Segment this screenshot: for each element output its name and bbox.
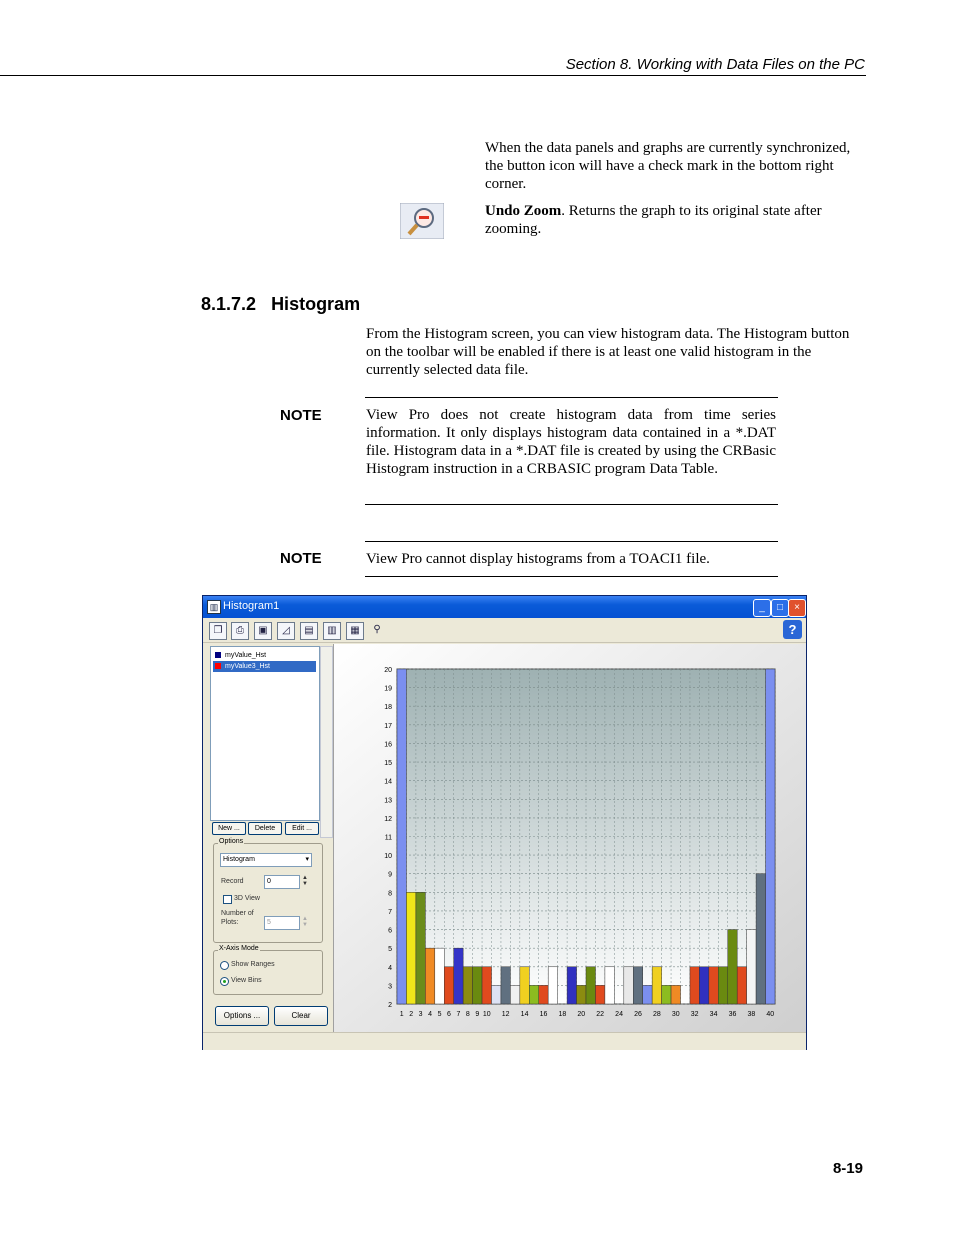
x-tick-label: 16 — [539, 1011, 548, 1018]
mode-select[interactable]: Histogram ▾ — [220, 853, 312, 867]
window-title: Histogram1 — [223, 600, 280, 612]
histogram-bar — [510, 985, 519, 1004]
plot-area — [333, 644, 806, 1032]
histogram-bar — [454, 948, 463, 1004]
intro-paragraph: When the data panels and graphs are currently synchronized, the button icon will have a check mark in the bottom right corner. — [485, 140, 851, 192]
undo-zoom-icon[interactable]: ⚲ — [373, 624, 381, 635]
num-plots-label: Number of — [221, 910, 254, 917]
table-icon[interactable]: ▤ — [300, 622, 318, 640]
clear-button[interactable]: Clear — [274, 1006, 328, 1026]
y-tick-label: 14 — [384, 778, 392, 786]
histogram-bar — [529, 985, 538, 1004]
x-tick-label: 18 — [558, 1011, 567, 1018]
x-tick-label: 3 — [418, 1011, 423, 1018]
x-tick-label: 34 — [709, 1011, 718, 1018]
histogram-window — [202, 595, 807, 1050]
x-tick-label: 1 — [399, 1011, 404, 1018]
histogram-bar — [548, 967, 557, 1004]
list-item[interactable]: myValue_Hst — [213, 650, 316, 661]
y-tick-label: 3 — [388, 983, 392, 991]
histogram-bar — [463, 967, 472, 1004]
y-tick-label: 2 — [388, 1002, 392, 1009]
y-tick-label: 6 — [388, 927, 392, 935]
histogram-bar — [633, 967, 642, 1004]
note-rule-bottom — [365, 504, 778, 505]
histogram-icon[interactable]: ▥ — [323, 622, 341, 640]
list-item[interactable]: myValue3_Hst — [213, 661, 316, 672]
record-stepper[interactable]: ▲ ▼ — [302, 875, 308, 887]
save-icon[interactable]: ▣ — [254, 622, 272, 640]
undo-zoom-description: . Returns the graph to its original state after zooming. — [485, 203, 822, 237]
print-icon[interactable]: ⎙ — [231, 622, 249, 640]
x-tick-label: 4 — [428, 1011, 433, 1018]
zoom-out-magnifier-icon — [400, 203, 444, 239]
y-tick-label: 4 — [388, 964, 392, 972]
histogram-bar — [671, 985, 680, 1004]
show-ranges-radio[interactable] — [220, 961, 229, 970]
chevron-down-icon: ▾ — [305, 856, 309, 863]
histogram-bar — [718, 967, 727, 1004]
page-number: 8-19 — [832, 1160, 863, 1177]
num-plots-stepper[interactable]: ▲ ▼ — [302, 916, 308, 928]
histogram-bar — [766, 669, 775, 1004]
record-label: Record — [221, 878, 244, 885]
options-group-label: Options — [219, 838, 244, 845]
note-text: View Pro does not create histogram data from time series information. It only displays histogram data contained in a *.DAT file. Histogram data in a *.DAT file is created by using the CRBasic Histogram instruction in a CRBASIC program Data Table. — [366, 407, 776, 477]
num-plots-input[interactable]: 5 — [264, 916, 300, 930]
x-tick-label: 7 — [456, 1011, 461, 1018]
histogram-bar — [756, 874, 765, 1004]
x-tick-label: 36 — [728, 1011, 737, 1018]
x-tick-label: 26 — [634, 1011, 642, 1018]
x-tick-label: 6 — [447, 1011, 451, 1018]
note-rule-top — [365, 541, 778, 542]
show-ranges-label: Show Ranges — [231, 961, 275, 968]
options-button[interactable]: Options ... — [215, 1006, 269, 1026]
y-tick-label: 10 — [384, 853, 392, 861]
series-color-swatch — [215, 663, 221, 669]
close-icon[interactable]: × — [788, 599, 806, 617]
histogram-bar — [501, 967, 510, 1004]
histogram-bar — [425, 948, 434, 1004]
y-tick-label: 16 — [384, 741, 392, 749]
histogram-bar — [397, 669, 406, 1004]
header-rule — [0, 75, 866, 76]
minimize-icon[interactable]: _ — [753, 599, 771, 617]
histogram-bar — [662, 985, 671, 1004]
undo-zoom-paragraph — [485, 202, 870, 238]
histogram-bar — [520, 967, 529, 1004]
x-tick-label: 9 — [475, 1011, 480, 1018]
fft-icon[interactable]: ▦ — [346, 622, 364, 640]
note-label: NOTE — [280, 407, 322, 424]
x-tick-label: 22 — [596, 1011, 605, 1018]
running-header: Section 8. Working with Data Files on the PC — [565, 56, 865, 73]
histogram-bar — [473, 967, 482, 1004]
x-tick-label: 10 — [482, 1011, 491, 1018]
x-tick-label: 5 — [437, 1011, 442, 1018]
y-tick-label: 19 — [384, 685, 392, 693]
section-heading — [201, 294, 360, 315]
histogram-bar — [416, 892, 425, 1004]
x-tick-label: 32 — [690, 1011, 699, 1018]
histogram-bar — [728, 930, 737, 1004]
histogram-app-icon: ▥ — [207, 600, 221, 614]
note-rule-top — [365, 397, 778, 398]
view-bins-radio[interactable] — [220, 977, 229, 986]
histogram-bar — [737, 967, 746, 1004]
histogram-bar — [652, 967, 661, 1004]
histogram-bar — [690, 967, 699, 1004]
help-button[interactable]: ? — [783, 620, 802, 639]
y-tick-label: 13 — [384, 797, 392, 805]
histogram-bar — [539, 985, 548, 1004]
histogram-bar — [444, 967, 453, 1004]
histogram-bar — [605, 967, 614, 1004]
histogram-bar — [624, 967, 633, 1004]
x-tick-label: 30 — [671, 1011, 680, 1018]
y-tick-label: 18 — [384, 704, 392, 712]
note-text: View Pro cannot display histograms from a TOACI1 file. — [366, 551, 710, 567]
num-plots-label: Plots: — [221, 919, 239, 926]
toolbar — [203, 618, 806, 643]
x-tick-label: 40 — [766, 1011, 775, 1018]
chart-icon[interactable]: ◿ — [277, 622, 295, 640]
histogram-bar — [406, 892, 415, 1004]
x-tick-label: 2 — [409, 1011, 414, 1018]
options-group — [213, 838, 323, 943]
status-bar — [203, 1032, 806, 1050]
histogram-bar — [482, 967, 491, 1004]
histogram-chart — [334, 644, 806, 1032]
y-tick-label: 7 — [388, 908, 392, 916]
x-tick-label: 14 — [520, 1011, 529, 1018]
section-title: Histogram — [271, 294, 361, 314]
view3d-checkbox[interactable] — [223, 895, 232, 904]
histogram-list[interactable] — [210, 646, 320, 821]
x-tick-label: 20 — [577, 1011, 586, 1018]
histogram-paragraph: From the Histogram screen, you can view histogram data. The Histogram button on the toolbar will be enabled if there is at least one valid histogram in the currently selected data file. — [366, 326, 850, 378]
view3d-label: 3D View — [234, 895, 260, 902]
histogram-bar — [435, 948, 444, 1004]
x-tick-label: 12 — [501, 1011, 510, 1018]
histogram-bar — [586, 967, 595, 1004]
histogram-bar — [643, 985, 652, 1004]
maximize-icon[interactable]: □ — [771, 599, 789, 617]
new-button[interactable]: New ... — [212, 822, 246, 835]
y-tick-label: 11 — [384, 834, 392, 842]
delete-button[interactable]: Delete — [248, 822, 282, 835]
x-tick-label: 8 — [465, 1011, 470, 1018]
xaxis-mode-group — [213, 945, 323, 995]
histogram-bar — [747, 930, 756, 1004]
y-tick-label: 9 — [388, 871, 392, 879]
histogram-bar — [567, 967, 576, 1004]
undo-zoom-term: Undo Zoom — [485, 203, 562, 219]
list-scrollbar[interactable] — [320, 646, 333, 838]
left-pane — [207, 644, 333, 1032]
edit-button[interactable]: Edit ... — [285, 822, 319, 835]
note-label: NOTE — [280, 550, 322, 567]
section-number: 8.1.7.2 — [201, 294, 257, 314]
copy-icon[interactable]: ❐ — [209, 622, 227, 640]
window-titlebar[interactable] — [203, 596, 806, 618]
y-tick-label: 17 — [384, 722, 392, 730]
y-tick-label: 15 — [384, 760, 392, 768]
histogram-bar — [492, 985, 501, 1004]
x-tick-label: 28 — [652, 1011, 661, 1018]
x-tick-label: 24 — [615, 1011, 623, 1018]
record-input[interactable]: 0 — [264, 875, 300, 889]
histogram-bar — [577, 985, 586, 1004]
y-tick-label: 5 — [388, 946, 392, 954]
y-tick-label: 8 — [388, 890, 392, 898]
series-color-swatch — [215, 652, 221, 658]
view-bins-label: View Bins — [231, 977, 262, 984]
histogram-bar — [699, 967, 708, 1004]
y-tick-label: 12 — [384, 815, 392, 823]
y-tick-label: 20 — [384, 667, 392, 674]
histogram-bar — [709, 967, 718, 1004]
x-tick-label: 38 — [747, 1011, 756, 1018]
histogram-bar — [595, 985, 604, 1004]
note-rule-bottom — [365, 576, 778, 577]
xaxis-mode-group-label: X-Axis Mode — [219, 945, 259, 952]
